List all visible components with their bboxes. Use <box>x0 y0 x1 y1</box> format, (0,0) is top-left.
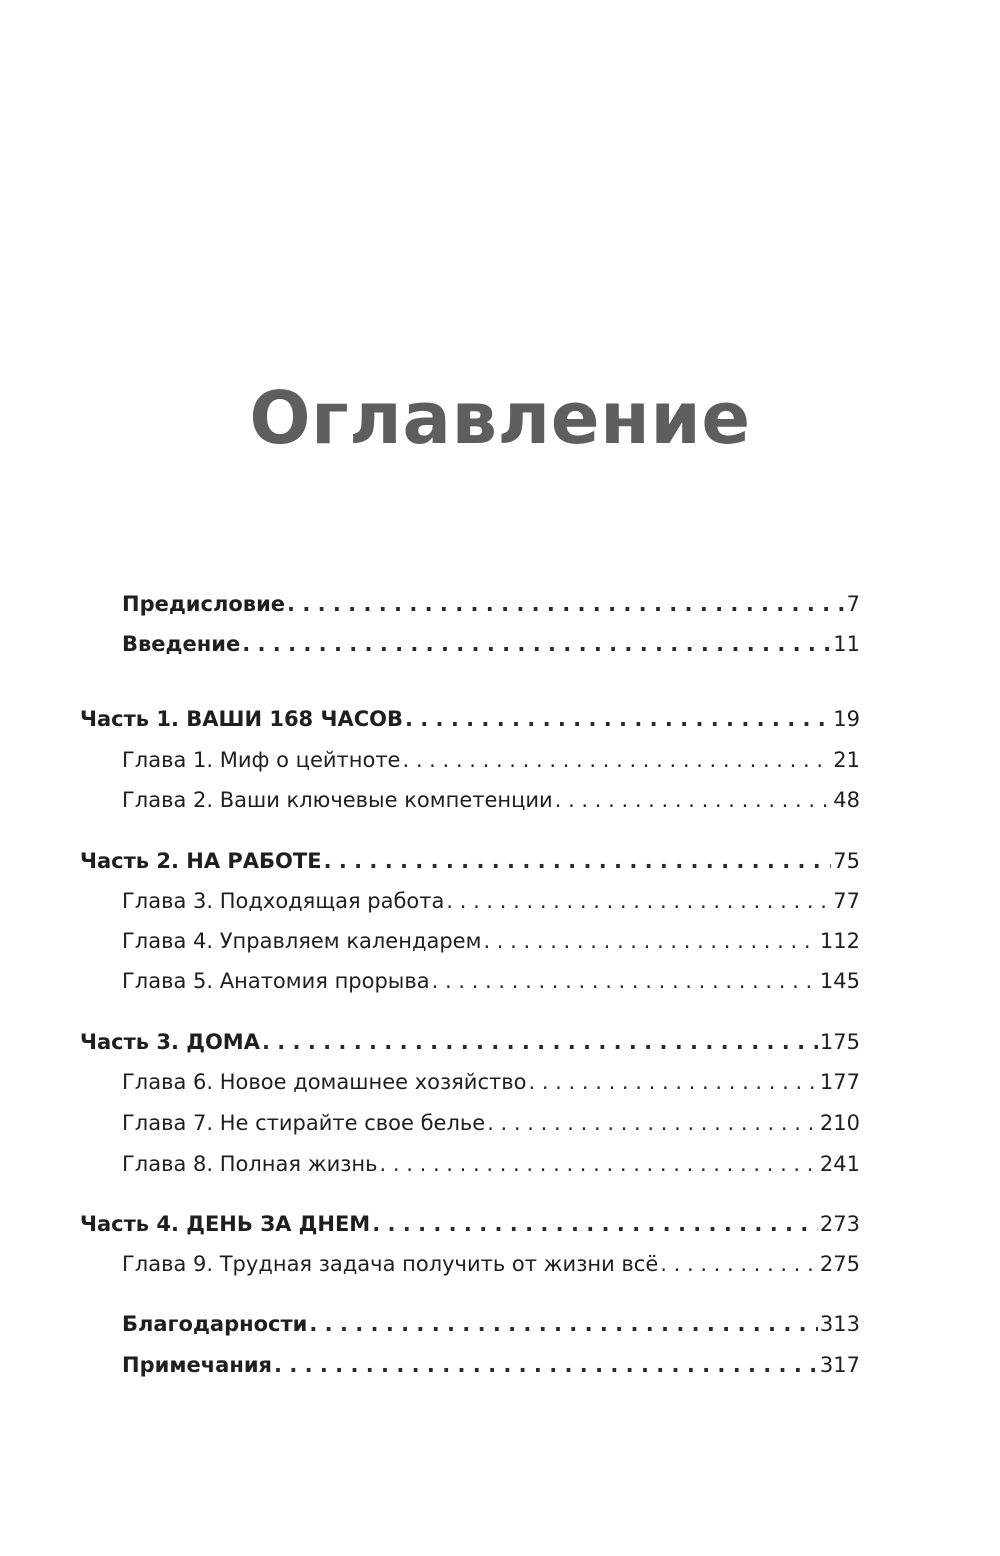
toc-page-number: 177 <box>819 1070 860 1094</box>
toc-page-number: 145 <box>819 969 860 993</box>
toc-page-number: 241 <box>819 1152 860 1176</box>
toc-page-number: 21 <box>833 748 860 772</box>
dot-leader <box>274 1347 818 1383</box>
toc-entry-chapter-4[interactable] <box>122 923 860 959</box>
toc-entry-notes[interactable] <box>122 1347 860 1383</box>
toc-page-number: 317 <box>819 1353 860 1377</box>
toc-entry-part-2[interactable] <box>80 843 860 879</box>
toc-entry-chapter-9[interactable] <box>122 1246 860 1282</box>
dot-leader <box>528 1064 817 1100</box>
dot-leader <box>555 782 832 818</box>
toc-page-number: 7 <box>846 592 860 616</box>
toc-entry-foreword[interactable] <box>122 586 860 622</box>
page-title: Оглавление <box>249 376 751 460</box>
toc-page-number: 112 <box>819 929 860 953</box>
toc-entry-label: Введение <box>122 632 241 656</box>
dot-leader <box>262 1024 818 1060</box>
toc-entry-label: Глава 5. Анатомия прорыва <box>122 969 430 993</box>
toc-entry-label: Часть 2. НА РАБОТЕ <box>80 849 322 873</box>
dot-leader <box>372 1206 818 1242</box>
dot-leader <box>483 923 817 959</box>
toc-page-number: 313 <box>819 1312 860 1336</box>
dot-leader <box>487 1105 818 1141</box>
toc-page-number: 273 <box>819 1212 860 1236</box>
toc-entry-label: Часть 1. ВАШИ 168 ЧАСОВ <box>80 707 403 731</box>
toc-entry-chapter-7[interactable] <box>122 1105 860 1141</box>
dot-leader <box>402 742 831 778</box>
toc-entry-introduction[interactable] <box>122 626 860 662</box>
toc-page-number: 77 <box>833 889 860 913</box>
toc-entry-label: Глава 8. Полная жизнь <box>122 1152 378 1176</box>
dot-leader <box>432 963 818 999</box>
toc-page-number: 19 <box>833 707 860 731</box>
toc-page-number: 175 <box>819 1030 860 1054</box>
toc-entry-label: Глава 2. Ваши ключевые компетенции <box>122 788 553 812</box>
toc-entry-chapter-2[interactable] <box>122 782 860 818</box>
dot-leader <box>287 586 845 622</box>
toc-entry-label: Предисловие <box>122 592 286 616</box>
toc-entry-label: Глава 3. Подходящая работа <box>122 889 445 913</box>
toc-entry-label: Глава 7. Не стирайте свое белье <box>122 1111 486 1135</box>
toc-entry-part-4[interactable] <box>80 1206 860 1242</box>
toc-page-number: 11 <box>833 632 860 656</box>
toc-entry-part-3[interactable] <box>80 1024 860 1060</box>
toc-page-number: 75 <box>833 849 860 873</box>
dot-leader <box>242 626 831 662</box>
toc-entry-part-1[interactable] <box>80 701 860 737</box>
toc-entry-label: Глава 1. Миф о цейтноте <box>122 748 401 772</box>
toc-entry-chapter-5[interactable] <box>122 963 860 999</box>
toc-page-number: 48 <box>833 788 860 812</box>
toc-entry-label: Часть 3. ДОМА <box>80 1030 260 1054</box>
toc-entry-chapter-8[interactable] <box>122 1146 860 1182</box>
dot-leader <box>660 1246 818 1282</box>
toc-entry-label: Часть 4. ДЕНЬ ЗА ДНЕМ <box>80 1212 371 1236</box>
toc-entry-label: Глава 9. Трудная задача получить от жизни всё <box>122 1252 659 1276</box>
dot-leader <box>324 843 832 879</box>
toc-entry-chapter-3[interactable] <box>122 883 860 919</box>
toc-entry-label: Примечания <box>122 1353 273 1377</box>
dot-leader <box>405 701 831 737</box>
toc-entry-acknowledgments[interactable] <box>122 1306 860 1342</box>
toc-entry-label: Глава 6. Новое домашнее хозяйство <box>122 1070 527 1094</box>
dot-leader <box>380 1146 818 1182</box>
dot-leader <box>446 883 831 919</box>
toc-entry-chapter-6[interactable] <box>122 1064 860 1100</box>
dot-leader <box>309 1306 818 1342</box>
toc-entry-label: Благодарности <box>122 1312 308 1336</box>
toc-entry-chapter-1[interactable] <box>122 742 860 778</box>
toc-entry-label: Глава 4. Управляем календарем <box>122 929 482 953</box>
toc-page-number: 275 <box>819 1252 860 1276</box>
toc-page-number: 210 <box>819 1111 860 1135</box>
